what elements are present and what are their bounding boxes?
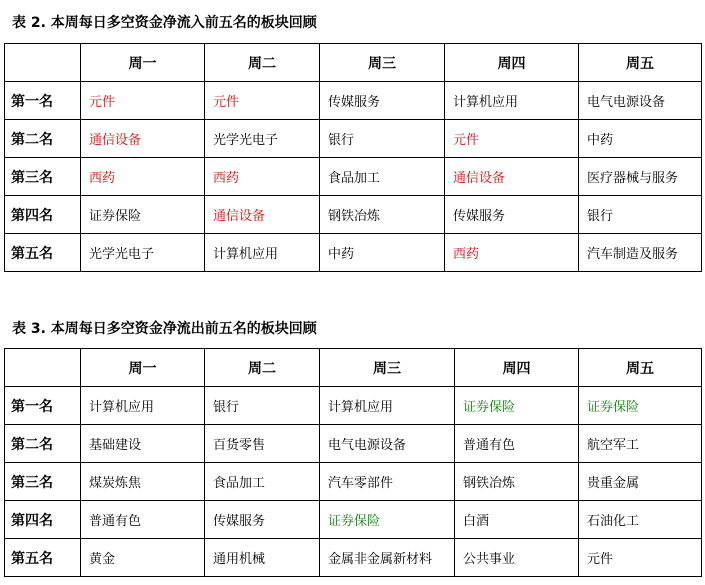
- table-cell: 食品加工: [320, 158, 445, 196]
- rank-label: 第五名: [5, 539, 81, 577]
- table-header-row: [5, 44, 702, 82]
- table-cell: 金属非金属新材料: [320, 539, 455, 577]
- column-header-friday: 周五: [579, 349, 702, 387]
- table-cell: 元件: [579, 539, 702, 577]
- table-row: [5, 539, 702, 577]
- table-cell: 传媒服务: [205, 501, 320, 539]
- table-cell: 通信设备: [445, 158, 579, 196]
- rank-label: 第二名: [5, 425, 81, 463]
- table-cell: 食品加工: [205, 463, 320, 501]
- table-cell: 银行: [579, 196, 702, 234]
- table-row: [5, 234, 702, 272]
- table-cell: 白酒: [455, 501, 579, 539]
- table-row: [5, 82, 702, 120]
- table-cell: 证券保险: [455, 387, 579, 425]
- table-cell: 普通有色: [81, 501, 205, 539]
- table-cell: 元件: [445, 120, 579, 158]
- table-cell: 计算机应用: [81, 387, 205, 425]
- outflow-top5-table: [4, 348, 702, 577]
- table-cell: 传媒服务: [320, 82, 445, 120]
- table-cell: 电气电源设备: [320, 425, 455, 463]
- inflow-top5-table: [4, 43, 702, 272]
- table-cell: 西药: [445, 234, 579, 272]
- table-header-row: [5, 349, 702, 387]
- table-row: [5, 501, 702, 539]
- table-cell: 百货零售: [205, 425, 320, 463]
- column-header-thursday: 周四: [455, 349, 579, 387]
- table-cell: 银行: [205, 387, 320, 425]
- table-cell: 计算机应用: [445, 82, 579, 120]
- table-cell: 证券保险: [579, 387, 702, 425]
- table-cell: 西药: [81, 158, 205, 196]
- column-header-monday: 周一: [81, 44, 205, 82]
- table-cell: 电气电源设备: [579, 82, 702, 120]
- table-cell: 计算机应用: [320, 387, 455, 425]
- rank-label: 第一名: [5, 387, 81, 425]
- column-header-thursday: 周四: [445, 44, 579, 82]
- table-cell: 钢铁冶炼: [320, 196, 445, 234]
- column-header-tuesday: 周二: [205, 44, 320, 82]
- table-cell: 银行: [320, 120, 445, 158]
- table-cell: 传媒服务: [445, 196, 579, 234]
- rank-label: 第三名: [5, 158, 81, 196]
- table-cell: 航空军工: [579, 425, 702, 463]
- table-cell: 汽车零部件: [320, 463, 455, 501]
- table-row: [5, 463, 702, 501]
- corner-cell: [5, 349, 81, 387]
- table-cell: 计算机应用: [205, 234, 320, 272]
- table3-caption: 表 3. 本周每日多空资金净流出前五名的板块回顾: [12, 321, 317, 337]
- table-cell: 煤炭炼焦: [81, 463, 205, 501]
- table-cell: 通用机械: [205, 539, 320, 577]
- table-cell: 通信设备: [81, 120, 205, 158]
- table-cell: 普通有色: [455, 425, 579, 463]
- rank-label: 第二名: [5, 120, 81, 158]
- rank-label: 第四名: [5, 501, 81, 539]
- table-cell: 医疗器械与服务: [579, 158, 702, 196]
- table-cell: 公共事业: [455, 539, 579, 577]
- table-cell: 元件: [81, 82, 205, 120]
- rank-label: 第一名: [5, 82, 81, 120]
- corner-cell: [5, 44, 81, 82]
- table-cell: 黄金: [81, 539, 205, 577]
- column-header-wednesday: 周三: [320, 349, 455, 387]
- table-cell: 贵重金属: [579, 463, 702, 501]
- table-cell: 钢铁冶炼: [455, 463, 579, 501]
- table-cell: 证券保险: [81, 196, 205, 234]
- table-cell: 光学光电子: [81, 234, 205, 272]
- table-row: [5, 196, 702, 234]
- column-header-monday: 周一: [81, 349, 205, 387]
- table-cell: 西药: [205, 158, 320, 196]
- table-cell: 汽车制造及服务: [579, 234, 702, 272]
- rank-label: 第四名: [5, 196, 81, 234]
- table-cell: 基础建设: [81, 425, 205, 463]
- rank-label: 第三名: [5, 463, 81, 501]
- table-row: [5, 158, 702, 196]
- table-cell: 元件: [205, 82, 320, 120]
- table-cell: 通信设备: [205, 196, 320, 234]
- column-header-friday: 周五: [579, 44, 702, 82]
- table-row: [5, 120, 702, 158]
- table-row: [5, 387, 702, 425]
- table-cell: 中药: [579, 120, 702, 158]
- table-cell: 光学光电子: [205, 120, 320, 158]
- column-header-tuesday: 周二: [205, 349, 320, 387]
- table2-caption: 表 2. 本周每日多空资金净流入前五名的板块回顾: [12, 15, 317, 31]
- table-cell: 证券保险: [320, 501, 455, 539]
- table-cell: 中药: [320, 234, 445, 272]
- table-cell: 石油化工: [579, 501, 702, 539]
- column-header-wednesday: 周三: [320, 44, 445, 82]
- table-row: [5, 425, 702, 463]
- rank-label: 第五名: [5, 234, 81, 272]
